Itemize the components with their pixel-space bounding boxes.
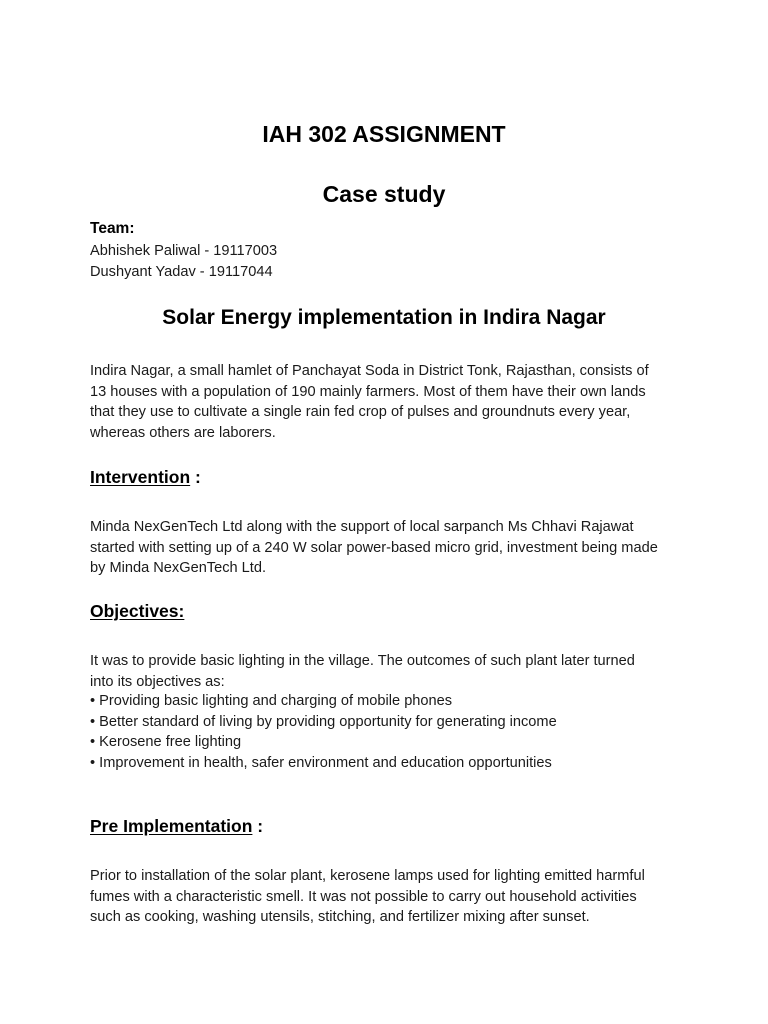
intervention-heading-text: Intervention bbox=[90, 467, 191, 487]
team-member: Dushyant Yadav - 19117044 bbox=[90, 264, 273, 280]
team-member: Abhishek Paliwal - 19117003 bbox=[90, 243, 278, 259]
document-subtitle: Case study bbox=[322, 181, 446, 207]
objectives-bullet-list bbox=[90, 691, 557, 773]
paragraph-line: fumes with a characteristic smell. It was not possible to carry out household activities bbox=[90, 888, 637, 905]
paragraph-line: 13 houses with a population of 190 mainly farmers. Most of them have their own lands bbox=[90, 383, 646, 400]
objectives-paragraph bbox=[90, 651, 690, 692]
bullet-item: • Better standard of living by providing opportunity for generating income bbox=[90, 713, 557, 730]
pre-implementation-paragraph bbox=[90, 866, 690, 928]
paragraph-line: started with setting up of a 240 W solar power-based micro grid, investment being made bbox=[90, 539, 658, 556]
bullet-item: • Improvement in health, safer environment and education opportunities bbox=[90, 754, 552, 771]
paragraph-line: Indira Nagar, a small hamlet of Panchayat Soda in District Tonk, Rajasthan, consists of bbox=[90, 363, 649, 379]
paragraph-line: Minda NexGenTech Ltd along with the support of local sarpanch Ms Chhavi Rajawat bbox=[90, 519, 634, 535]
paragraph-line: Prior to installation of the solar plant, kerosene lamps used for lighting emitted harmful bbox=[90, 868, 645, 884]
topic-heading: Solar Energy implementation in Indira Nagar bbox=[162, 306, 606, 329]
objectives-heading-text: Objectives: bbox=[90, 601, 185, 621]
paragraph-line: whereas others are laborers. bbox=[90, 424, 276, 441]
team-label: Team: bbox=[90, 220, 135, 237]
bullet-item: • Providing basic lighting and charging of mobile phones bbox=[90, 693, 453, 709]
intervention-paragraph bbox=[90, 517, 690, 579]
intervention-heading bbox=[90, 467, 201, 488]
pre-implementation-heading bbox=[90, 816, 263, 837]
pre-implementation-heading-text: Pre Implementation bbox=[90, 816, 253, 836]
document-title: IAH 302 ASSIGNMENT bbox=[262, 121, 506, 147]
paragraph-line: It was to provide basic lighting in the village. The outcomes of such plant later turned bbox=[90, 653, 635, 669]
paragraph-line: that they use to cultivate a single rain fed crop of pulses and groundnuts every year, bbox=[90, 404, 631, 421]
heading-suffix: : bbox=[190, 467, 201, 487]
paragraph-line: such as cooking, washing utensils, stitching, and fertilizer mixing after sunset. bbox=[90, 909, 590, 926]
intro-paragraph bbox=[90, 361, 690, 443]
paragraph-line: into its objectives as: bbox=[90, 673, 225, 690]
objectives-heading bbox=[90, 601, 184, 622]
heading-suffix: : bbox=[252, 816, 264, 836]
bullet-item: • Kerosene free lighting bbox=[90, 734, 242, 751]
paragraph-line: by Minda NexGenTech Ltd. bbox=[90, 560, 267, 577]
